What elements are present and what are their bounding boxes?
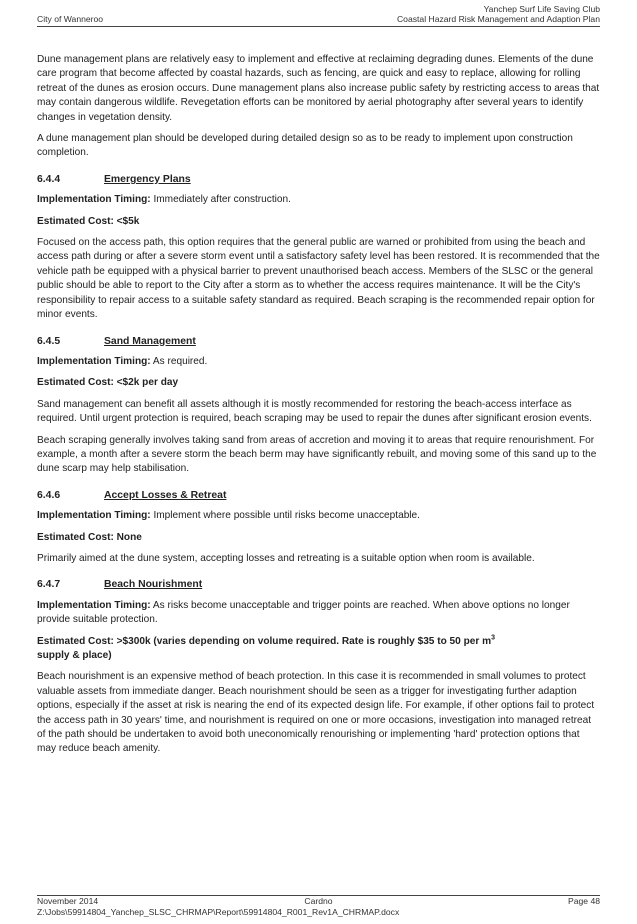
section-heading-6-4-7 — [37, 578, 600, 592]
section-number: 6.4.7 — [37, 579, 61, 591]
page-header — [37, 4, 600, 24]
section-paragraph: Primarily aimed at the dune system, accepting losses and retreating is a suitable option when room is available. — [37, 552, 535, 564]
implementation-timing — [37, 193, 600, 207]
timing-value: As risks become unacceptable and trigger points are reached. When above options no longer provide suitable protection. — [37, 599, 570, 626]
section-number: 6.4.5 — [37, 335, 61, 347]
document-body — [37, 53, 600, 764]
header-organisation: City of Wanneroo — [37, 14, 104, 24]
cost-text-continued: supply & place) — [37, 650, 112, 661]
intro-paragraph-2: A dune management plan should be developed during detailed design so as to be ready to implement upon construction completion. — [37, 133, 573, 159]
intro-paragraph-1: Dune management plans are relatively easy to implement and effective at reclaiming degrading dunes. Elements of the dune care program that become affected by coastal hazards, such as fencing, are quick and easy to replace, allowing for rolling retreat of the dunes as erosion occurs. Dune management plans also increase public safety by restricting access to areas that may contain dangerous wildlife. Revegetation efforts can be monitored by aerial photography after several years to identify changes in vegetation density. — [37, 54, 600, 123]
section-title: Sand Management — [104, 335, 196, 347]
cost-text: Estimated Cost: >$300k (varies depending on volume required. Rate is roughly $35 to 50 per m — [37, 635, 492, 647]
section-paragraph: Beach scraping generally involves taking sand from areas of accretion and moving it to areas that require renourishment. For example, a month after a severe storm the beach berm may have significantly rebuilt, and moving some of this sand up to the dune scarp may help stabilisation. — [37, 434, 597, 475]
section-heading-6-4-5 — [37, 335, 600, 349]
timing-label: Implementation Timing: — [37, 599, 151, 611]
estimated-cost: Estimated Cost: <$5k — [37, 215, 140, 227]
header-club-name: Yanchep Surf Life Saving Club — [483, 4, 600, 14]
section-number: 6.4.6 — [37, 489, 61, 501]
implementation-timing — [37, 509, 600, 523]
page-footer — [37, 896, 600, 917]
footer-file-path: Z:\Jobs\59914804_Yanchep_SLSC_CHRMAP\Report\59914804_R001_Rev1A_CHRMAP.docx — [37, 906, 400, 917]
section-paragraph: Beach nourishment is an expensive method of beach protection. In this case it is recommended in small volumes to protect valuable assets from immediate danger. Beach nourishment should be seen as a trigger for investigating further adaption options, especially if the asset at risk is nearing the end of its expected design life. For example, if other options fail to protect the access path in 30 years' time, and nourishment is required on one or more occasions, investigation into managed retreat of the path should be undertaken to avoid both uneconomically renourishing or implementing 'hard' protection options that may reduce beach amenity. — [37, 671, 595, 755]
estimated-cost: Estimated Cost: None — [37, 531, 142, 543]
timing-value: Immediately after construction. — [153, 194, 291, 206]
section-title: Accept Losses & Retreat — [104, 489, 227, 501]
section-paragraph: Sand management can benefit all assets although it is mostly recommended for restoring the beach-access interface as required. Until urgent protection is required, beach scraping may be used to repair the dunes after significant erosion events. — [37, 398, 592, 425]
implementation-timing — [37, 355, 600, 369]
section-title: Emergency Plans — [104, 173, 191, 185]
timing-label: Implementation Timing: — [37, 355, 151, 367]
timing-value: Implement where possible until risks become unacceptable. — [153, 510, 420, 522]
section-heading-6-4-4 — [37, 173, 600, 187]
section-number: 6.4.4 — [37, 173, 61, 185]
header-divider — [37, 26, 600, 27]
section-title: Beach Nourishment — [104, 579, 203, 591]
timing-value: As required. — [152, 355, 208, 367]
header-document-title: Coastal Hazard Risk Management and Adaption Plan — [396, 14, 600, 24]
section-paragraph: Focused on the access path, this option requires that the general public are warned or prohibited from using the beach and access path during or after a severe storm event until a satisfactory safety level has been restored. It is recommended that the vehicle path be equipped with a physical barrier to prevent unauthorised beach access. Members of the SLSC or the general public should be able to report to the City after a storm as to whether the access requires maintenance. It will be the City's responsibility to repair access to a suitable safety standard as required. Beach scraping is the recommended repair option for minor events. — [37, 237, 600, 321]
footer-date: November 2014 — [37, 896, 99, 906]
section-heading-6-4-6 — [37, 489, 600, 503]
timing-label: Implementation Timing: — [37, 194, 151, 206]
estimated-cost: Estimated Cost: <$2k per day — [37, 377, 179, 389]
cubic-superscript: 3 — [491, 634, 495, 642]
timing-label: Implementation Timing: — [37, 510, 151, 522]
implementation-timing — [37, 599, 600, 628]
footer-page-number: Page 48 — [567, 896, 601, 906]
footer-company: Cardno — [304, 896, 333, 906]
estimated-cost — [37, 635, 600, 664]
